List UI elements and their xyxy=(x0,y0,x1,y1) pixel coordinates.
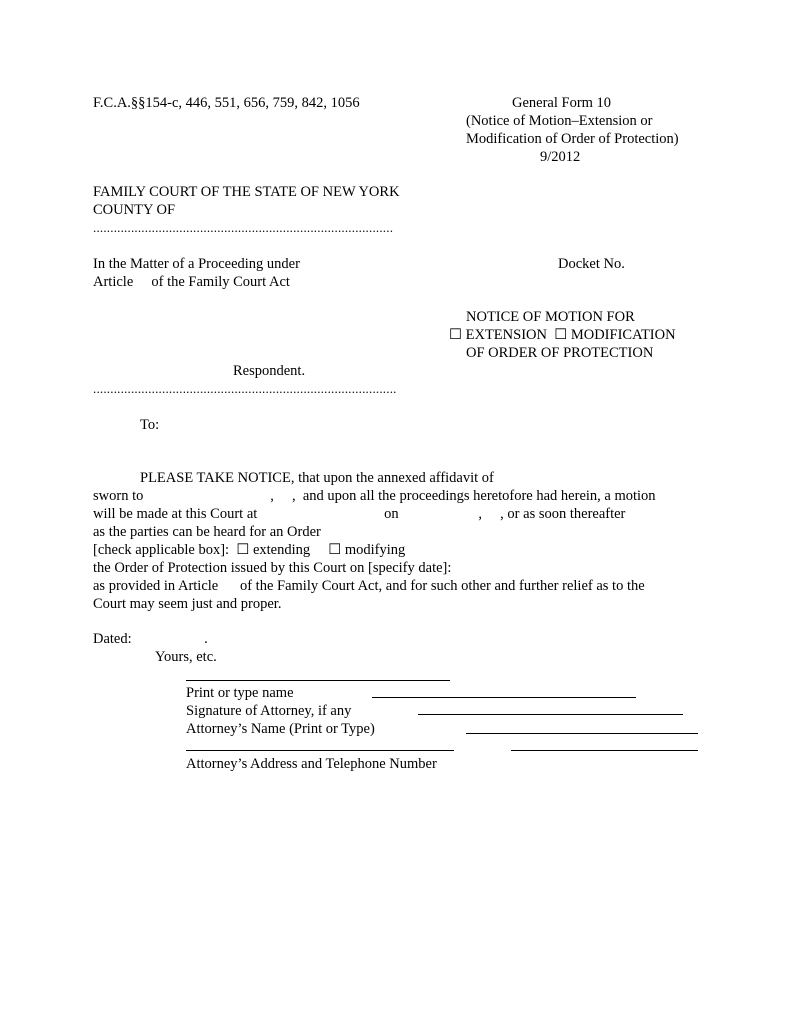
caption-divider: ........................................................................................ xyxy=(93,381,397,396)
notice-paragraph-line-1: PLEASE TAKE NOTICE, that upon the annexed affidavit of xyxy=(140,470,494,486)
notice-title-line-2: ☐ EXTENSION ☐ MODIFICATION xyxy=(449,327,676,343)
notice-title-line-1: NOTICE OF MOTION FOR xyxy=(466,309,635,325)
form-revision-date: 9/2012 xyxy=(540,149,581,165)
yours-etc: Yours, etc. xyxy=(155,649,217,665)
print-name-label: Print or type name xyxy=(186,685,294,701)
attorney-address-line xyxy=(186,750,454,751)
notice-title-line-3: OF ORDER OF PROTECTION xyxy=(466,345,654,361)
notice-paragraph-line-3: will be made at this Court at on , , or as soon thereafter xyxy=(93,506,626,522)
notice-paragraph-line-8: Court may seem just and proper. xyxy=(93,596,282,612)
notice-paragraph-line-4: as the parties can be heard for an Order xyxy=(93,524,321,540)
form-name: General Form 10 xyxy=(512,95,612,111)
matter-line-1: In the Matter of a Proceeding under xyxy=(93,256,300,272)
attorney-signature-line xyxy=(418,714,683,715)
notice-paragraph-line-6: the Order of Protection issued by this Court on [specify date]: xyxy=(93,560,452,576)
form-description-line-1: (Notice of Motion–Extension or xyxy=(466,113,653,129)
attorney-address-label: Attorney’s Address and Telephone Number xyxy=(186,756,437,772)
to-label: To: xyxy=(140,417,160,433)
respondent-label: Respondent. xyxy=(233,363,306,379)
dated-line: Dated: . xyxy=(93,631,208,647)
signature-line xyxy=(186,680,450,681)
notice-paragraph-line-2: sworn to , , and upon all the proceedings heretofore had herein, a motion xyxy=(93,488,656,504)
notice-paragraph-line-7: as provided in Article of the Family Court Act, and for such other and further relief as to the xyxy=(93,578,645,594)
statute-citation: F.C.A.§§154-c, 446, 551, 656, 759, 842, 1056 xyxy=(93,95,360,111)
attorney-name-label: Attorney’s Name (Print or Type) xyxy=(186,721,375,737)
court-divider: ....................................................................................... xyxy=(93,220,394,235)
county-label: COUNTY OF xyxy=(93,202,176,218)
court-name: FAMILY COURT OF THE STATE OF NEW YORK xyxy=(93,184,400,200)
attorney-signature-label: Signature of Attorney, if any xyxy=(186,703,352,719)
attorney-name-line xyxy=(466,733,698,734)
matter-line-2: Article of the Family Court Act xyxy=(93,274,290,290)
print-name-line xyxy=(372,697,636,698)
docket-number-label: Docket No. xyxy=(558,256,625,272)
notice-paragraph-line-5: [check applicable box]: ☐ extending ☐ modifying xyxy=(93,542,406,558)
form-description-line-2: Modification of Order of Protection) xyxy=(466,131,679,147)
attorney-telephone-line xyxy=(511,750,698,751)
